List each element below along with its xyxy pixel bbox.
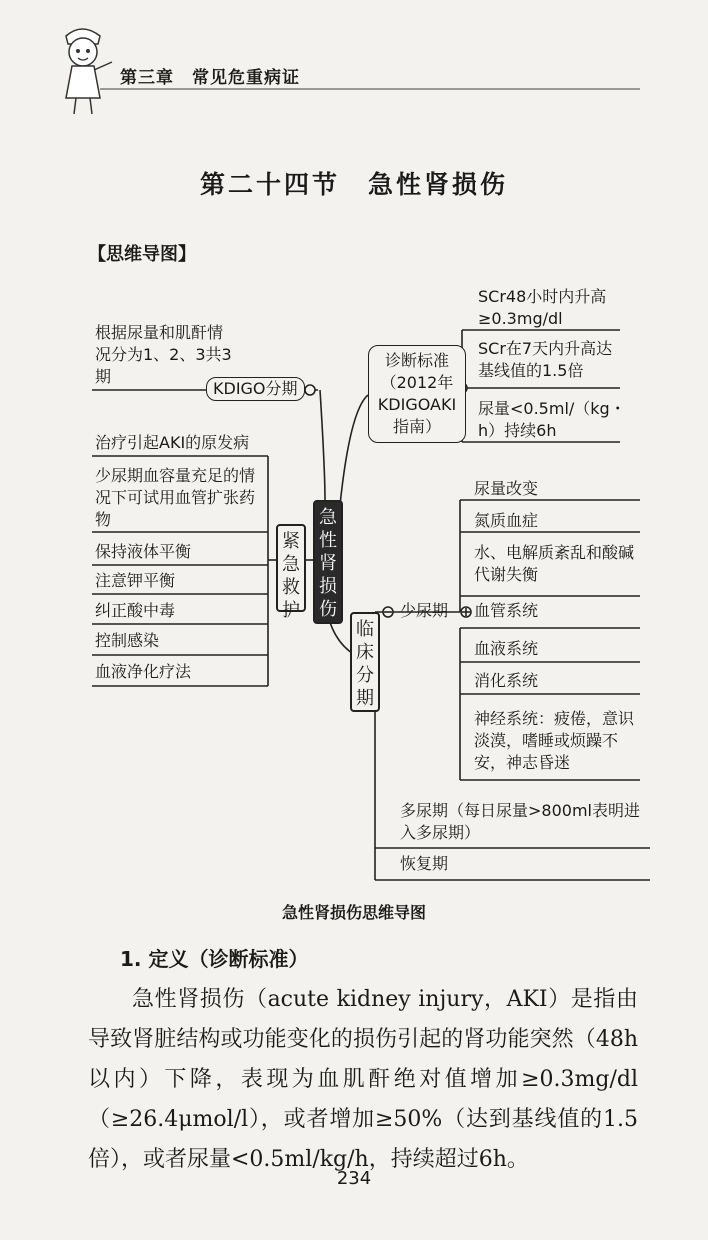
polyuric-node: 多尿期（每日尿量>800ml表明进入多尿期） xyxy=(400,801,640,842)
vascular-item-1: 血液系统 xyxy=(474,639,539,658)
chapter-header: 第三章 常见危重病证 xyxy=(120,68,300,88)
emergency-item-1: 治疗引起AKI的原发病 xyxy=(95,433,250,452)
oliguric-item-1: 尿量改变 xyxy=(474,479,539,498)
section-title: 第二十四节 急性肾损伤 xyxy=(199,170,508,199)
diagnosis-item-2: SCr在7天内升高达基线值的1.5倍 xyxy=(478,339,613,380)
center-node: 急性肾损伤 xyxy=(313,500,343,624)
recovery-node: 恢复期 xyxy=(400,854,449,873)
emergency-node: 紧急救护 xyxy=(276,524,306,612)
definition-heading: 1. 定义（诊断标准） xyxy=(120,947,309,971)
vascular-item-3: 神经系统：疲倦，意识淡漠，嗜睡或烦躁不安，神志昏迷 xyxy=(474,709,635,772)
mindmap-caption: 急性肾损伤思维导图 xyxy=(281,903,426,922)
page-number: 234 xyxy=(336,1168,372,1189)
diagnosis-item-3: 尿量<0.5ml/（kg・h）持续6h xyxy=(478,399,626,440)
kdigo-child: 根据尿量和肌酐情况分为1、2、3共3期 xyxy=(95,323,232,386)
emergency-item-3: 保持液体平衡 xyxy=(95,542,192,561)
emergency-item-7: 血液净化疗法 xyxy=(95,662,192,681)
clinical-node: 临床分期 xyxy=(350,612,380,712)
emergency-item-5: 纠正酸中毒 xyxy=(95,601,176,620)
oliguric-node: 少尿期 xyxy=(400,601,449,620)
kdigo-node: KDIGO分期 xyxy=(206,377,305,401)
diagnosis-item-1: SCr48小时内升高≥0.3mg/dl xyxy=(478,287,607,328)
emergency-item-4: 注意钾平衡 xyxy=(95,571,176,590)
emergency-item-2: 少尿期血容量充足的情况下可试用血管扩张药物 xyxy=(95,466,256,529)
oliguric-item-2: 氮质血症 xyxy=(474,511,539,530)
emergency-item-6: 控制感染 xyxy=(95,631,160,650)
oliguric-item-3: 水、电解质紊乱和酸碱代谢失衡 xyxy=(474,543,635,584)
vascular-item-2: 消化系统 xyxy=(474,671,539,690)
vascular-node: 血管系统 xyxy=(474,601,539,620)
definition-paragraph: 急性肾损伤（acute kidney injury，AKI）是指由导致肾脏结构或功能变化的损伤引起的肾功能突然（48h以内）下降，表现为血肌酐绝对值增加≥0.3mg/dl（≥26.4μmol/l），或者增加≥50%（达到基线值的1.5倍），或者尿量<0.5ml/kg/h，持续超过6h。 xyxy=(88,987,638,1172)
mindmap-label: 【思维导图】 xyxy=(88,244,196,265)
diagnosis-node: 诊断标准（2012年KDIGOAKI指南） xyxy=(368,345,466,443)
